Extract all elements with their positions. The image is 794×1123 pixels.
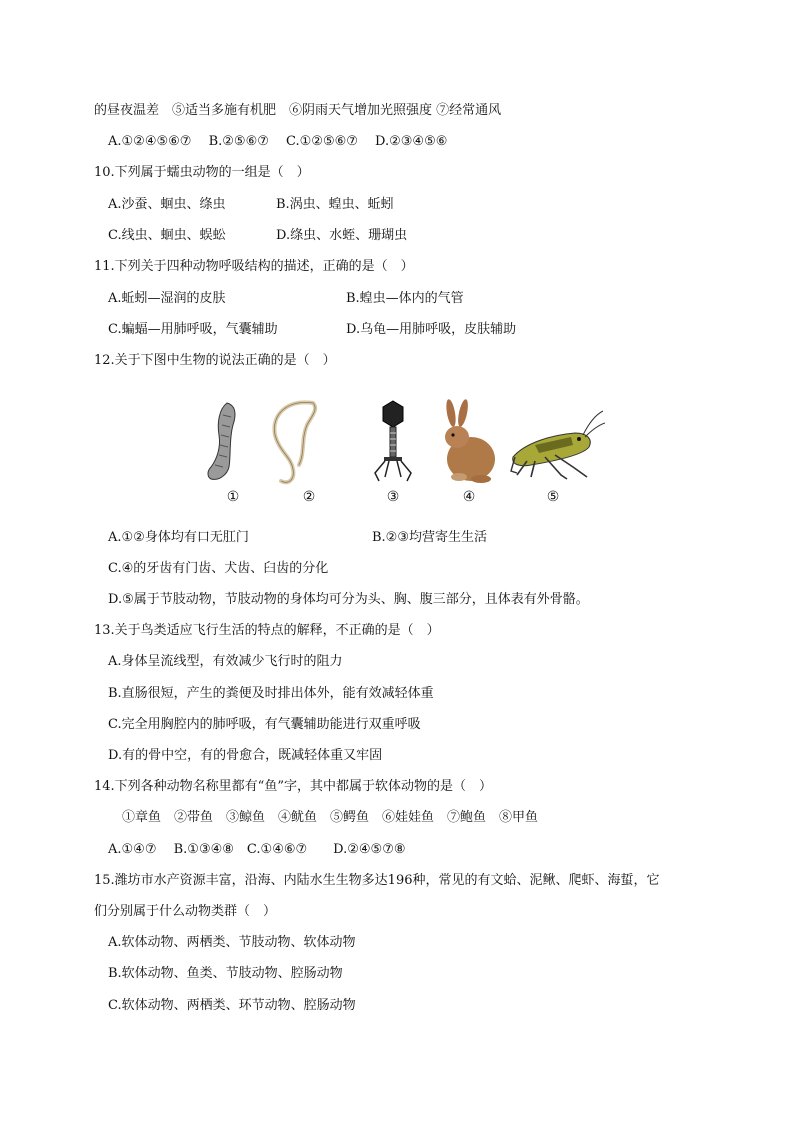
question-9-continuation: 的昼夜温差 ⑤适当多施有机肥 ⑥阴雨天气增加光照强度 ⑦经常通风 xyxy=(94,103,502,118)
organisms-figure xyxy=(195,395,605,515)
question-15-option-b: B.软体动物、鱼类、节肢动物、腔肠动物 xyxy=(108,966,343,981)
question-9-options: A.①②④⑤⑥⑦ B.②⑤⑥⑦ C.①②⑤⑥⑦ D.②③④⑤⑥ xyxy=(108,134,448,149)
question-14-item-list: ①章鱼 ②带鱼 ③鲸鱼 ④鱿鱼 ⑤鳄鱼 ⑥娃娃鱼 ⑦鲍鱼 ⑧甲鱼 xyxy=(122,810,539,825)
organism-5-image xyxy=(511,411,605,479)
question-12-option-d: D.⑤属于节肢动物，节肢动物的身体均可分为头、胸、腹三部分，且体表有外骨骼。 xyxy=(108,592,589,607)
question-15-stem-continuation: 们分别属于什么动物类群（ ） xyxy=(94,904,277,919)
question-12-option-a: A.①②身体均有口无肛门 xyxy=(108,530,249,545)
question-13-option-a: A.身体呈流线型，有效减少飞行时的阻力 xyxy=(108,654,343,669)
organism-5-label: ⑤ xyxy=(546,489,560,505)
organism-3-label: ③ xyxy=(386,489,400,505)
question-14-stem: 14.下列各种动物名称里都有“鱼”字，其中都属于软体动物的是（ ） xyxy=(94,779,492,794)
question-15-stem: 15.潍坊市水产资源丰富，沿海、内陆水生生物多达196种，常见的有文蛤、泥鳅、爬虾、海蜇，它 xyxy=(94,873,660,888)
organism-4-label: ④ xyxy=(462,489,476,505)
question-10-option-c: C.线虫、蛔虫、蜈蚣 xyxy=(108,228,226,243)
organism-1-image xyxy=(208,403,235,479)
question-12-option-b: B.②③均营寄生生活 xyxy=(372,530,487,545)
question-13-option-c: C.完全用胸腔内的肺呼吸，有气囊辅助能进行双重呼吸 xyxy=(108,717,421,732)
organism-3-image xyxy=(375,401,411,481)
organism-2-image xyxy=(274,402,315,482)
question-13-stem: 13.关于鸟类适应飞行生活的特点的解释，不正确的是（ ） xyxy=(94,623,440,638)
question-10-option-a: A.沙蚕、蛔虫、绦虫 xyxy=(108,197,226,212)
organism-1-label: ① xyxy=(226,489,240,505)
question-10-option-d: D.绦虫、水蛭、珊瑚虫 xyxy=(276,228,408,243)
question-13-option-b: B.直肠很短，产生的粪便及时排出体外，能有效减轻体重 xyxy=(108,686,434,701)
question-11-option-d: D.乌龟—用肺呼吸，皮肤辅助 xyxy=(346,322,517,337)
organism-2-label: ② xyxy=(302,489,316,505)
question-15-option-a: A.软体动物、两栖类、节肢动物、软体动物 xyxy=(108,935,356,950)
question-13-option-d: D.有的骨中空，有的骨愈合，既减轻体重又牢固 xyxy=(108,748,383,763)
question-10-stem: 10.下列属于蠕虫动物的一组是（ ） xyxy=(94,165,310,180)
question-11-stem: 11.下列关于四种动物呼吸结构的描述，正确的是（ ） xyxy=(94,259,414,274)
question-11-option-c: C.蝙蝠—用肺呼吸，气囊辅助 xyxy=(108,322,278,337)
question-14-options: A.①④⑦ B.①③④⑧ C.①④⑥⑦ D.②④⑤⑦⑧ xyxy=(108,842,406,857)
question-11-option-b: B.蝗虫—体内的气管 xyxy=(346,291,464,306)
organism-4-image xyxy=(445,398,495,483)
question-12-stem: 12.关于下图中生物的说法正确的是（ ） xyxy=(94,353,336,368)
question-10-option-b: B.涡虫、蝗虫、蚯蚓 xyxy=(276,197,394,212)
question-15-option-c: C.软体动物、两栖类、环节动物、腔肠动物 xyxy=(108,998,356,1013)
question-11-option-a: A.蚯蚓—湿润的皮肤 xyxy=(108,291,226,306)
question-12-option-c: C.④的牙齿有门齿、犬齿、臼齿的分化 xyxy=(108,561,329,576)
